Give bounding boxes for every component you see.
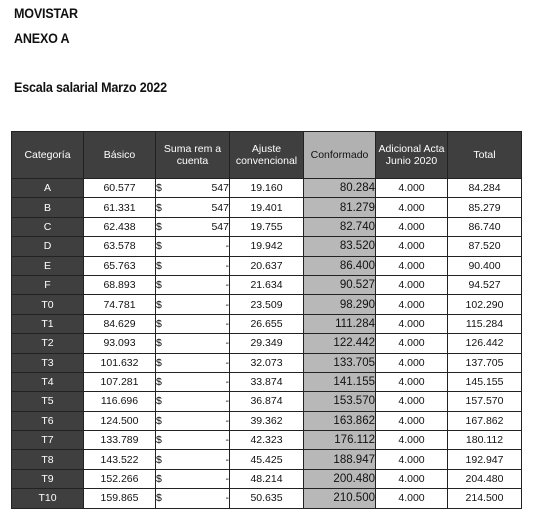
cell-basico: 68.893 (84, 275, 156, 294)
cell-suma (156, 372, 230, 391)
table-row (12, 179, 522, 198)
currency-symbol: $ (156, 182, 162, 195)
cell-suma (156, 314, 230, 333)
cell-suma-value: - (225, 259, 229, 272)
salary-scale-title: Escala salarial Marzo 2022 (14, 80, 167, 95)
cell-suma (156, 353, 230, 372)
cell-total: 90.400 (448, 256, 522, 275)
table-row (12, 275, 522, 294)
currency-symbol: $ (156, 395, 162, 408)
cell-conformado: 86.400 (304, 256, 376, 275)
cell-adicional: 4.000 (376, 411, 448, 430)
cell-conformado: 82.740 (304, 217, 376, 236)
cell-suma-value: 547 (211, 220, 229, 233)
cell-conformado: 188.947 (304, 450, 376, 469)
cell-ajuste: 32.073 (230, 353, 304, 372)
col-header-conformado: Conformado (304, 132, 376, 179)
cell-suma (156, 295, 230, 314)
annex-title: ANEXO A (14, 31, 70, 46)
cell-suma-value: - (225, 337, 229, 350)
cell-adicional: 4.000 (376, 217, 448, 236)
cell-ajuste: 19.160 (230, 179, 304, 198)
cell-conformado: 176.112 (304, 431, 376, 450)
cell-suma-value: - (225, 395, 229, 408)
table-row (12, 489, 522, 508)
cell-ajuste: 19.942 (230, 237, 304, 256)
cell-basico: 60.577 (84, 179, 156, 198)
cell-ajuste: 21.634 (230, 275, 304, 294)
cell-suma (156, 411, 230, 430)
table-row (12, 431, 522, 450)
cell-categoria: C (12, 217, 84, 236)
cell-suma-value: - (225, 434, 229, 447)
col-header-suma: Suma rem a cuenta (156, 132, 230, 179)
currency-symbol: $ (156, 492, 162, 505)
cell-categoria: T7 (12, 431, 84, 450)
table-body (12, 179, 522, 509)
cell-conformado: 133.705 (304, 353, 376, 372)
cell-basico: 133.789 (84, 431, 156, 450)
cell-suma-value: - (225, 492, 229, 505)
cell-suma (156, 198, 230, 217)
cell-adicional: 4.000 (376, 256, 448, 275)
cell-suma-value: - (225, 414, 229, 427)
cell-adicional: 4.000 (376, 314, 448, 333)
company-title: MOVISTAR (14, 6, 78, 21)
cell-suma (156, 179, 230, 198)
table-row (12, 334, 522, 353)
cell-categoria: T2 (12, 334, 84, 353)
cell-suma-value: - (225, 376, 229, 389)
cell-suma-value: - (225, 473, 229, 486)
cell-ajuste: 20.637 (230, 256, 304, 275)
col-header-basico: Básico (84, 132, 156, 179)
cell-total: 192.947 (448, 450, 522, 469)
cell-total: 115.284 (448, 314, 522, 333)
cell-adicional: 4.000 (376, 237, 448, 256)
cell-adicional: 4.000 (376, 198, 448, 217)
cell-ajuste: 45.425 (230, 450, 304, 469)
cell-total: 86.740 (448, 217, 522, 236)
table-row (12, 217, 522, 236)
cell-suma (156, 217, 230, 236)
cell-categoria: B (12, 198, 84, 217)
cell-total: 137.705 (448, 353, 522, 372)
currency-symbol: $ (156, 434, 162, 447)
cell-ajuste: 29.349 (230, 334, 304, 353)
cell-ajuste: 50.635 (230, 489, 304, 508)
table-row (12, 295, 522, 314)
currency-symbol: $ (156, 220, 162, 233)
cell-basico: 143.522 (84, 450, 156, 469)
cell-basico: 61.331 (84, 198, 156, 217)
cell-adicional: 4.000 (376, 334, 448, 353)
cell-conformado: 122.442 (304, 334, 376, 353)
cell-basico: 101.632 (84, 353, 156, 372)
cell-total: 167.862 (448, 411, 522, 430)
cell-adicional: 4.000 (376, 295, 448, 314)
cell-suma-value: - (225, 317, 229, 330)
cell-conformado: 111.284 (304, 314, 376, 333)
currency-symbol: $ (156, 201, 162, 214)
cell-adicional: 4.000 (376, 431, 448, 450)
cell-ajuste: 48.214 (230, 469, 304, 488)
cell-ajuste: 23.509 (230, 295, 304, 314)
cell-suma-value: - (225, 356, 229, 369)
cell-categoria: T10 (12, 489, 84, 508)
cell-suma (156, 431, 230, 450)
cell-basico: 124.500 (84, 411, 156, 430)
cell-conformado: 83.520 (304, 237, 376, 256)
cell-basico: 74.781 (84, 295, 156, 314)
currency-symbol: $ (156, 337, 162, 350)
table-row (12, 353, 522, 372)
col-header-ajuste: Ajuste convencional (230, 132, 304, 179)
cell-ajuste: 26.655 (230, 314, 304, 333)
cell-adicional: 4.000 (376, 450, 448, 469)
cell-adicional: 4.000 (376, 469, 448, 488)
currency-symbol: $ (156, 414, 162, 427)
cell-adicional: 4.000 (376, 392, 448, 411)
cell-categoria: E (12, 256, 84, 275)
currency-symbol: $ (156, 356, 162, 369)
cell-conformado: 153.570 (304, 392, 376, 411)
cell-categoria: T5 (12, 392, 84, 411)
col-header-total: Total (448, 132, 522, 179)
table-row (12, 256, 522, 275)
cell-ajuste: 33.874 (230, 372, 304, 391)
cell-total: 157.570 (448, 392, 522, 411)
col-header-categoria: Categoría (12, 132, 84, 179)
cell-suma (156, 392, 230, 411)
cell-total: 85.279 (448, 198, 522, 217)
table-row (12, 372, 522, 391)
cell-conformado: 210.500 (304, 489, 376, 508)
cell-conformado: 81.279 (304, 198, 376, 217)
cell-basico: 116.696 (84, 392, 156, 411)
cell-ajuste: 39.362 (230, 411, 304, 430)
col-header-adicional: Adicional Acta Junio 2020 (376, 132, 448, 179)
cell-total: 180.112 (448, 431, 522, 450)
cell-categoria: T6 (12, 411, 84, 430)
currency-symbol: $ (156, 259, 162, 272)
cell-adicional: 4.000 (376, 275, 448, 294)
currency-symbol: $ (156, 473, 162, 486)
cell-suma (156, 450, 230, 469)
cell-basico: 93.093 (84, 334, 156, 353)
currency-symbol: $ (156, 453, 162, 466)
cell-conformado: 90.527 (304, 275, 376, 294)
cell-adicional: 4.000 (376, 179, 448, 198)
cell-ajuste: 42.323 (230, 431, 304, 450)
cell-suma-value: - (225, 453, 229, 466)
table-row (12, 469, 522, 488)
cell-total: 204.480 (448, 469, 522, 488)
table-row (12, 237, 522, 256)
cell-conformado: 163.862 (304, 411, 376, 430)
cell-suma (156, 237, 230, 256)
cell-suma-value: - (225, 240, 229, 253)
cell-ajuste: 19.401 (230, 198, 304, 217)
cell-total: 87.520 (448, 237, 522, 256)
cell-suma (156, 489, 230, 508)
cell-suma (156, 256, 230, 275)
cell-categoria: T9 (12, 469, 84, 488)
currency-symbol: $ (156, 376, 162, 389)
table-row (12, 450, 522, 469)
cell-basico: 159.865 (84, 489, 156, 508)
cell-categoria: T3 (12, 353, 84, 372)
cell-suma-value: - (225, 298, 229, 311)
table-row (12, 314, 522, 333)
cell-total: 84.284 (448, 179, 522, 198)
cell-total: 126.442 (448, 334, 522, 353)
table-header (12, 132, 522, 179)
table-row (12, 411, 522, 430)
cell-categoria: D (12, 237, 84, 256)
cell-total: 145.155 (448, 372, 522, 391)
cell-suma (156, 275, 230, 294)
cell-suma (156, 334, 230, 353)
table-row (12, 392, 522, 411)
cell-categoria: F (12, 275, 84, 294)
table-row (12, 198, 522, 217)
cell-categoria: A (12, 179, 84, 198)
cell-ajuste: 19.755 (230, 217, 304, 236)
cell-ajuste: 36.874 (230, 392, 304, 411)
cell-adicional: 4.000 (376, 353, 448, 372)
cell-conformado: 141.155 (304, 372, 376, 391)
cell-total: 214.500 (448, 489, 522, 508)
cell-basico: 62.438 (84, 217, 156, 236)
cell-conformado: 98.290 (304, 295, 376, 314)
currency-symbol: $ (156, 298, 162, 311)
cell-categoria: T8 (12, 450, 84, 469)
currency-symbol: $ (156, 279, 162, 292)
cell-categoria: T4 (12, 372, 84, 391)
cell-suma (156, 469, 230, 488)
cell-basico: 65.763 (84, 256, 156, 275)
cell-basico: 84.629 (84, 314, 156, 333)
cell-basico: 152.266 (84, 469, 156, 488)
currency-symbol: $ (156, 317, 162, 330)
cell-conformado: 80.284 (304, 179, 376, 198)
salary-table (11, 131, 522, 509)
cell-basico: 63.578 (84, 237, 156, 256)
cell-conformado: 200.480 (304, 469, 376, 488)
cell-suma-value: - (225, 279, 229, 292)
cell-categoria: T0 (12, 295, 84, 314)
cell-categoria: T1 (12, 314, 84, 333)
cell-basico: 107.281 (84, 372, 156, 391)
cell-total: 94.527 (448, 275, 522, 294)
cell-suma-value: 547 (211, 201, 229, 214)
cell-adicional: 4.000 (376, 372, 448, 391)
currency-symbol: $ (156, 240, 162, 253)
cell-suma-value: 547 (211, 182, 229, 195)
cell-adicional: 4.000 (376, 489, 448, 508)
cell-total: 102.290 (448, 295, 522, 314)
